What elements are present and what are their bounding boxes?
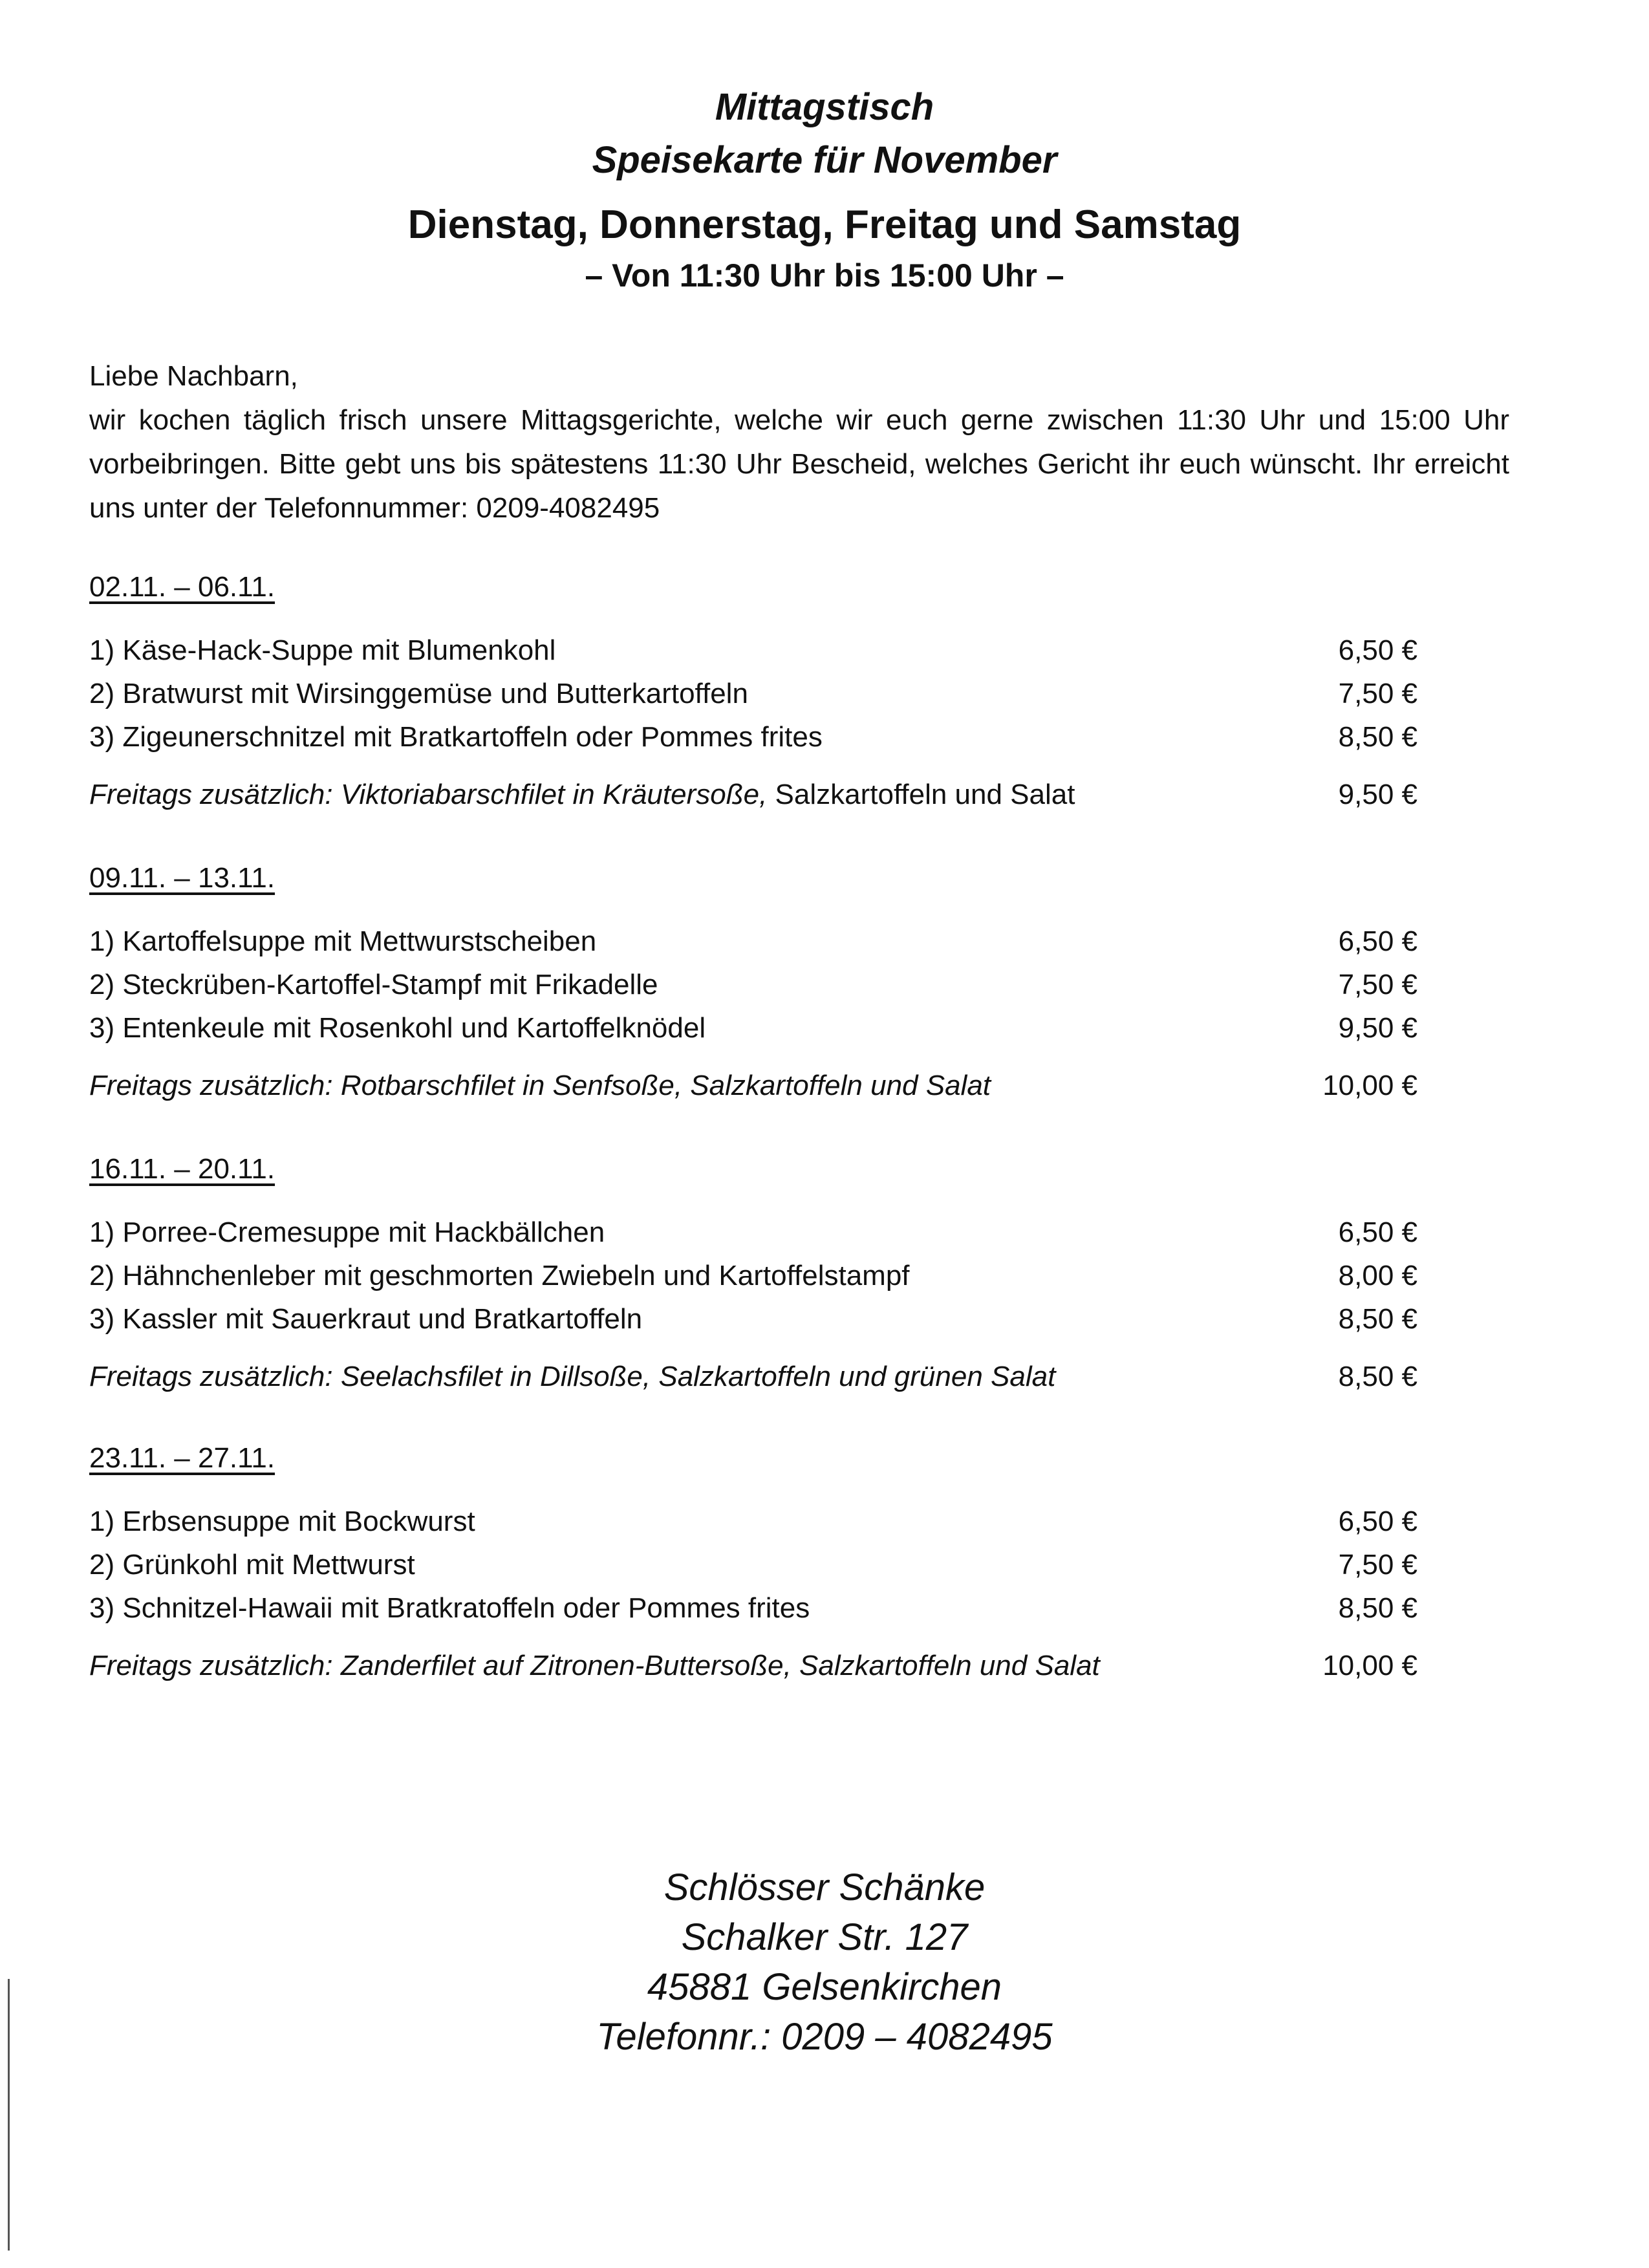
dish-price: 8,00 € bbox=[1338, 1260, 1417, 1291]
dish-price: 7,50 € bbox=[1338, 969, 1417, 1000]
restaurant-phone: Telefonnr.: 0209 – 4082495 bbox=[596, 2016, 1053, 2058]
special-price: 8,50 € bbox=[1338, 1361, 1417, 1392]
special-label: Freitags zusätzlich: bbox=[89, 1650, 333, 1681]
dish-price: 7,50 € bbox=[1338, 1549, 1417, 1581]
dish-name: 3) Zigeunerschnitzel mit Bratkartoffeln oder Pommes frites bbox=[89, 721, 823, 753]
special-label: Freitags zusätzlich: bbox=[89, 779, 333, 810]
restaurant-street: Schalker Str. 127 bbox=[681, 1916, 968, 1958]
week-date-range: 23.11. – 27.11. bbox=[89, 1442, 275, 1474]
week-section bbox=[89, 1150, 1509, 1398]
menu-header bbox=[0, 81, 1649, 298]
dish-price: 8,50 € bbox=[1338, 721, 1417, 753]
dish-name: 1) Erbsensuppe mit Bockwurst bbox=[89, 1506, 475, 1537]
week-section bbox=[89, 1439, 1509, 1687]
week-section bbox=[89, 859, 1509, 1107]
intro-text: wir kochen täglich frisch unsere Mittagsgerichte, welche wir euch gerne zwischen 11:30 Uhr und 15:00 Uhr vorbeibringen. Bitte gebt uns bis spätestens 11:30 Uhr Bescheid, welches Gericht ihr euch wünscht. Ihr erreicht uns unter der Telefonnummer: 0209-4082495 bbox=[89, 404, 1509, 524]
dish-price: 7,50 € bbox=[1338, 678, 1417, 709]
dish-name: 2) Steckrüben-Kartoffel-Stampf mit Frikadelle bbox=[89, 969, 658, 1000]
dish-name: 3) Kassler mit Sauerkraut und Bratkartoffeln bbox=[89, 1303, 643, 1335]
dish-price: 6,50 € bbox=[1338, 925, 1417, 957]
menu-item bbox=[89, 920, 1509, 963]
dish-price: 6,50 € bbox=[1338, 1216, 1417, 1248]
restaurant-city: 45881 Gelsenkirchen bbox=[647, 1966, 1002, 2008]
menu-item bbox=[89, 629, 1509, 672]
friday-special bbox=[89, 1355, 1509, 1398]
dish-name: 3) Schnitzel-Hawaii mit Bratkratoffeln oder Pommes frites bbox=[89, 1592, 810, 1624]
menu-item bbox=[89, 1543, 1509, 1586]
menu-item bbox=[89, 963, 1509, 1006]
menu-item bbox=[89, 715, 1509, 759]
menu-item bbox=[89, 1006, 1509, 1050]
dish-name: 1) Porree-Cremesuppe mit Hackbällchen bbox=[89, 1216, 605, 1248]
friday-special bbox=[89, 773, 1509, 816]
special-label: Freitags zusätzlich: bbox=[89, 1070, 333, 1101]
dish-name: 1) Kartoffelsuppe mit Mettwurstscheiben bbox=[89, 925, 597, 957]
week-section bbox=[89, 568, 1509, 816]
special-label: Freitags zusätzlich: bbox=[89, 1361, 333, 1392]
dish-name: 2) Grünkohl mit Mettwurst bbox=[89, 1549, 415, 1581]
dish-name: 3) Entenkeule mit Rosenkohl und Kartoffelknödel bbox=[89, 1012, 706, 1044]
service-days: Dienstag, Donnerstag, Freitag und Samstag bbox=[407, 202, 1242, 247]
dish-name: 1) Käse-Hack-Suppe mit Blumenkohl bbox=[89, 634, 556, 666]
menu-subtitle: Speisekarte für November bbox=[592, 139, 1057, 181]
special-price: 10,00 € bbox=[1322, 1650, 1417, 1681]
dish-name: 2) Bratwurst mit Wirsinggemüse und Butterkartoffeln bbox=[89, 678, 748, 709]
restaurant-name: Schlösser Schänke bbox=[663, 1866, 986, 1908]
week-date-range: 16.11. – 20.11. bbox=[89, 1153, 275, 1185]
special-dish: Rotbarschfilet in Senfsoße, Salzkartoffeln und Salat bbox=[340, 1070, 991, 1101]
special-dish: Viktoriabarschfilet in Kräutersoße, bbox=[340, 779, 768, 810]
dish-name: 2) Hähnchenleber mit geschmorten Zwiebeln und Kartoffelstampf bbox=[89, 1260, 910, 1291]
restaurant-address bbox=[0, 1863, 1649, 2062]
week-date-range: 09.11. – 13.11. bbox=[89, 862, 275, 894]
intro-letter bbox=[89, 354, 1509, 530]
menu-item bbox=[89, 1211, 1509, 1254]
menu-item bbox=[89, 1297, 1509, 1341]
dish-price: 8,50 € bbox=[1338, 1592, 1417, 1624]
week-date-range: 02.11. – 06.11. bbox=[89, 571, 275, 603]
menu-item bbox=[89, 672, 1509, 715]
menu-item bbox=[89, 1254, 1509, 1297]
scan-edge-mark bbox=[8, 1979, 10, 2251]
service-hours: – Von 11:30 Uhr bis 15:00 Uhr – bbox=[585, 257, 1064, 294]
special-dish: Seelachsfilet in Dillsoße, Salzkartoffeln und grünen Salat bbox=[340, 1361, 1056, 1392]
dish-price: 6,50 € bbox=[1338, 1506, 1417, 1537]
dish-price: 8,50 € bbox=[1338, 1303, 1417, 1335]
friday-special bbox=[89, 1644, 1509, 1687]
menu-item bbox=[89, 1500, 1509, 1543]
menu-item bbox=[89, 1586, 1509, 1630]
menu-title: Mittagstisch bbox=[715, 86, 934, 128]
dish-price: 9,50 € bbox=[1338, 1012, 1417, 1044]
dish-price: 6,50 € bbox=[1338, 634, 1417, 666]
intro-greeting: Liebe Nachbarn, bbox=[89, 360, 298, 392]
friday-special bbox=[89, 1064, 1509, 1107]
special-price: 9,50 € bbox=[1338, 779, 1417, 810]
special-dish-rest: Salzkartoffeln und Salat bbox=[775, 779, 1075, 810]
special-dish: Zanderfilet auf Zitronen-Buttersoße, Salzkartoffeln und Salat bbox=[340, 1650, 1100, 1681]
special-price: 10,00 € bbox=[1322, 1070, 1417, 1101]
